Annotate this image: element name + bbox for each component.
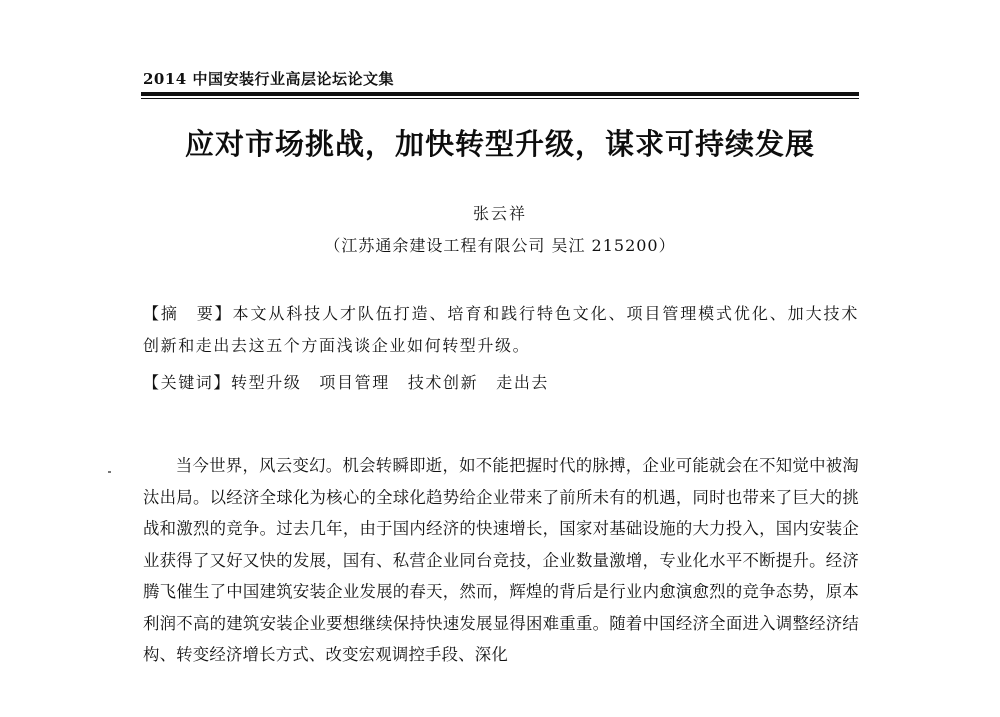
keyword-item: 项目管理 (319, 373, 390, 392)
author-name: 张云祥 (472, 204, 527, 223)
scan-margin-mark (108, 471, 111, 473)
author-affiliation: （江苏通余建设工程有限公司 吴江 215200） (324, 236, 676, 255)
article-title: 应对市场挑战，加快转型升级，谋求可持续发展 (184, 127, 815, 161)
abstract (143, 298, 859, 362)
body-paragraph: 当今世界，风云变幻。机会转瞬即逝，如不能把握时代的脉搏，企业可能就会在不知觉中被淘汰出局。以经济全球化为核心的全球化趋势给企业带来了前所未有的机遇，同时也带来了巨大的挑战和激烈的竞争。过去几年，由于国内经济的快速增长，国家对基础设施的大力投入，国内安装企业获得了又好又快的发展，国有、私营企业同台竞技，企业数量激增，专业化水平不断提升。经济腾飞催生了中国建筑安装企业发展的春天，然而，辉煌的背后是行业内愈演愈烈的竞争态势，原本利润不高的建筑安装企业要想继续保持快速发展显得困难重重。随着中国经济全面进入调整经济结构、转变经济增长方式、改变宏观调控手段、深化 (143, 456, 859, 664)
abstract-text: 本文从科技人才队伍打造、培育和践行特色文化、项目管理模式优化、加大技术创新和走出去这五个方面浅谈企业如何转型升级。 (143, 304, 859, 355)
header-rule-thin (141, 98, 859, 99)
header-rule-thick (141, 92, 859, 96)
keyword-item: 转型升级 (231, 373, 302, 392)
keyword-item: 走出去 (496, 373, 550, 392)
abstract-label: 【摘 要】 (143, 304, 233, 323)
keywords-label: 【关键词】 (143, 373, 232, 392)
running-head: 2014 中国安装行业高层论坛论文集 (143, 70, 394, 88)
keyword-item: 技术创新 (407, 373, 479, 392)
keywords (143, 370, 859, 393)
